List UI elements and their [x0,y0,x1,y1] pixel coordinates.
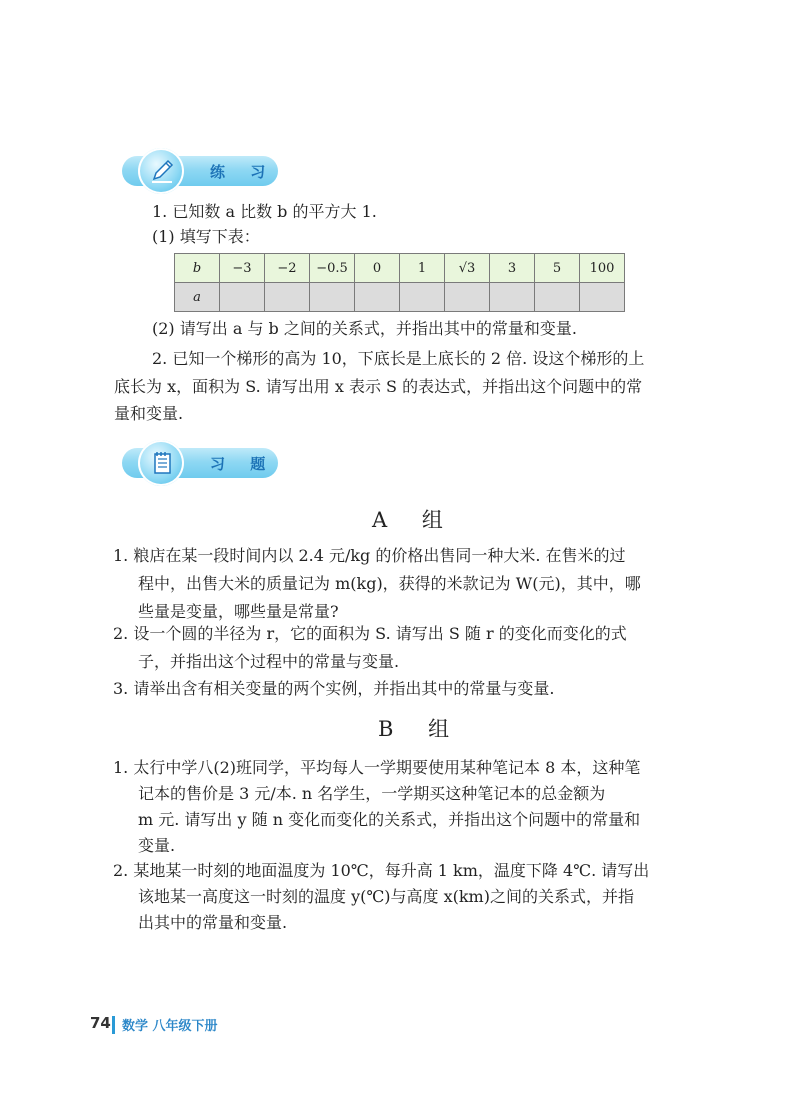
notebook-icon [148,449,176,477]
group-a-title: A 组 [372,508,457,532]
table-cell: 1 [400,254,445,283]
practice-q2-line2: 底长为 x，面积为 S. 请写出用 x 表示 S 的表达式，并指出这个问题中的常 [114,377,643,396]
a3-line1: 3. 请举出含有相关变量的两个实例，并指出其中的常量与变量. [113,679,555,698]
practice-q2-line1: 2. 已知一个梯形的高为 10，下底长是上底长的 2 倍. 设这个梯形的上 [152,349,645,368]
table-cell: 100 [580,254,625,283]
practice-banner-title: 练 习 [210,163,276,181]
a1-line3: 些量是变量，哪些量是常量? [138,602,339,621]
a2-line1: 2. 设一个圆的半径为 r，它的面积为 S. 请写出 S 随 r 的变化而变化的式 [113,624,627,643]
exercise-banner [122,440,282,486]
footer-divider [112,1016,115,1034]
table-cell-blank [310,283,355,312]
b1-line2: 记本的售价是 3 元/本. n 名学生，一学期买这种笔记本的总金额为 [138,784,606,803]
table-cell-blank [580,283,625,312]
practice-q2-line3: 量和变量. [114,404,184,423]
table-cell: 5 [535,254,580,283]
table-cell-blank [220,283,265,312]
b2-line1: 2. 某地某一时刻的地面温度为 10℃，每升高 1 km，温度下降 4℃. 请写出 [113,861,650,880]
b1-line3: m 元. 请写出 y 随 n 变化而变化的关系式，并指出这个问题中的常量和 [138,810,641,829]
table-cell-blank [400,283,445,312]
a1-line2: 程中，出售大米的质量记为 m(kg)，获得的米款记为 W(元)，其中，哪 [138,574,641,593]
table-cell-blank [355,283,400,312]
table-cell: √3 [445,254,490,283]
book-title: 数学 八年级下册 [122,1019,218,1034]
table-cell: −0.5 [310,254,355,283]
exercise-banner-title: 习 题 [210,455,276,473]
a2-line2: 子，并指出这个过程中的常量与变量. [138,652,400,671]
table-cell-blank [490,283,535,312]
practice-banner [122,148,282,194]
table-cell: −3 [220,254,265,283]
table-row-label: b [175,254,220,283]
page-number: 74 [90,1014,111,1032]
table-cell-blank [265,283,310,312]
a1-line1: 1. 粮店在某一段时间内以 2.4 元/kg 的价格出售同一种大米. 在售米的过 [113,546,626,565]
value-table [174,253,625,312]
practice-q1-part1: (1) 填写下表： [152,227,260,246]
table-cell: 0 [355,254,400,283]
practice-q1-intro: 1. 已知数 a 比数 b 的平方大 1. [152,202,377,221]
b1-line4: 变量. [138,836,176,855]
table-row-label: a [175,283,220,312]
table-cell-blank [445,283,490,312]
table-cell-blank [535,283,580,312]
table-cell: −2 [265,254,310,283]
b2-line3: 出其中的常量和变量. [138,913,288,932]
table-cell: 3 [490,254,535,283]
table-row-a [175,283,625,312]
pencil-icon [148,157,176,185]
practice-q1-part2: (2) 请写出 a 与 b 之间的关系式，并指出其中的常量和变量. [152,319,577,338]
b1-line1: 1. 太行中学八(2)班同学，平均每人一学期要使用某种笔记本 8 本，这种笔 [113,758,641,777]
group-b-title: B 组 [378,717,464,741]
b2-line2: 该地某一高度这一时刻的温度 y(℃)与高度 x(km)之间的关系式，并指 [138,887,634,906]
table-row-b [175,254,625,283]
